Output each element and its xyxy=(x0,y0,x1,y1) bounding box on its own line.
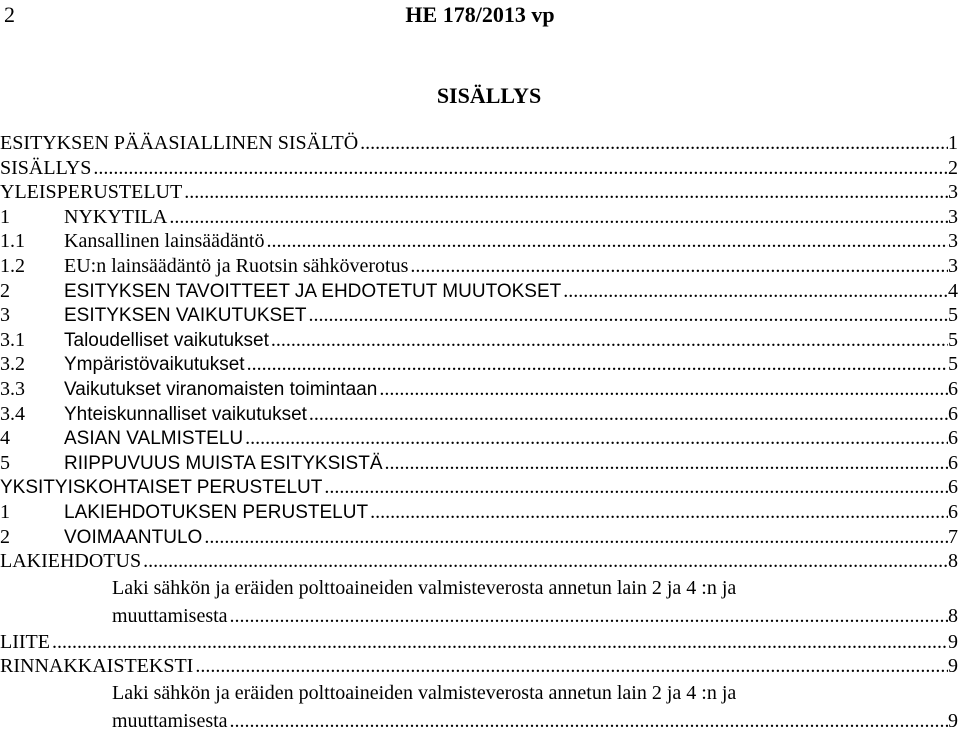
toc-entry[interactable] xyxy=(0,254,958,279)
toc-leader-dots xyxy=(167,205,948,230)
toc-entry-title: Kansallinen lainsäädäntö xyxy=(64,230,265,253)
toc-entry-page: 5 xyxy=(948,304,958,327)
toc-entry-number: 3 xyxy=(0,304,10,327)
toc-entry-number: 4 xyxy=(0,427,10,450)
toc-entry-title: RINNAKKAISTEKSTI xyxy=(0,655,194,678)
toc-leader-dots xyxy=(368,500,948,525)
toc-leader-dots xyxy=(377,377,948,402)
toc-leader-dots xyxy=(202,525,948,550)
toc-entry-number: 1.2 xyxy=(0,254,25,277)
toc-entry-page: 9 xyxy=(948,655,958,678)
toc-entry[interactable] xyxy=(0,707,958,735)
toc-entry[interactable] xyxy=(0,402,958,427)
toc-entry-page: 3 xyxy=(948,181,958,204)
toc-entry[interactable] xyxy=(0,131,958,156)
toc-entry-title: LAKIEHDOTUKSEN PERUSTELUT xyxy=(64,501,369,523)
toc-entry[interactable] xyxy=(0,549,958,574)
toc-entry[interactable] xyxy=(0,654,958,679)
toc-entry-number: 2 xyxy=(0,279,10,302)
toc-entry-title: ESITYKSEN VAIKUTUKSET xyxy=(64,305,307,327)
toc-entry-page: 3 xyxy=(948,254,958,277)
toc-entry[interactable] xyxy=(0,352,958,377)
page-number: 2 xyxy=(4,2,15,27)
toc-leader-dots xyxy=(306,303,948,328)
toc-entry-title: Yhteiskunnalliset vaikutukset xyxy=(64,403,307,425)
toc-entry-title: RIIPPUVUUS MUISTA ESITYKSISTÄ xyxy=(64,452,383,474)
toc-entry-title: LIITE xyxy=(0,630,50,653)
toc-entry-title: Ympäristövaikutukset xyxy=(64,354,245,376)
toc-entry[interactable] xyxy=(0,229,958,254)
toc-leader-dots xyxy=(307,402,948,427)
toc-entry[interactable] xyxy=(0,180,958,205)
toc-entry-page: 3 xyxy=(948,230,958,253)
toc-leader-dots xyxy=(265,229,949,254)
toc-entry-title: ESITYKSEN TAVOITTEET JA EHDOTETUT MUUTOKSET xyxy=(64,280,562,302)
toc-entry-number: 3.1 xyxy=(0,328,25,351)
toc-leader-dots xyxy=(141,549,948,574)
law-entry-title-line: Laki sähkön ja eräiden polttoaineiden valmisteverosta annetun lain 2 ja 4 :n ja xyxy=(112,681,737,704)
toc-entry-number: 5 xyxy=(0,451,10,474)
toc-entry-title: ASIAN VALMISTELU xyxy=(64,428,244,450)
toc-entry-page: 3 xyxy=(948,205,958,228)
toc-entry[interactable] xyxy=(0,377,958,402)
toc-entry-page: 6 xyxy=(948,427,958,450)
toc-entry[interactable] xyxy=(0,451,958,476)
toc-entry-number: 3.2 xyxy=(0,353,25,376)
toc-entry-title: LAKIEHDOTUS xyxy=(0,550,142,573)
toc-leader-dots xyxy=(561,279,948,304)
document-id: HE 178/2013 vp xyxy=(405,2,555,27)
toc-entry-page: 9 xyxy=(948,709,958,732)
toc-entry-page: 2 xyxy=(948,156,958,179)
toc-leader-dots xyxy=(228,602,948,630)
toc-entry-page: 9 xyxy=(948,630,958,653)
toc-entry-title: EU:n lainsäädäntö ja Ruotsin sähköverotus xyxy=(64,254,409,277)
toc-entry-title: NYKYTILA xyxy=(64,205,168,228)
toc-entry-title: Taloudelliset vaikutukset xyxy=(64,329,269,351)
toc-entry-number: 3.4 xyxy=(0,402,25,425)
toc-leader-dots xyxy=(193,654,948,679)
toc-entry-page: 6 xyxy=(948,500,958,523)
toc-leader-dots xyxy=(383,451,949,476)
toc-entry[interactable] xyxy=(0,500,958,525)
toc-entry-number: 1.1 xyxy=(0,230,25,253)
toc-entry-title: VOIMAANTULO xyxy=(64,526,203,548)
toc-leader-dots xyxy=(91,156,948,181)
toc-entry-title: muuttamisesta xyxy=(112,709,228,732)
toc-entry-number: 1 xyxy=(0,205,10,228)
toc-entry-page: 1 xyxy=(948,132,958,154)
toc-entry[interactable] xyxy=(0,205,958,230)
toc-entry[interactable] xyxy=(0,303,958,328)
toc-entry-number: 2 xyxy=(0,525,10,548)
toc-entry[interactable] xyxy=(0,426,958,451)
toc-entry-page: 7 xyxy=(948,525,958,548)
toc-entry[interactable] xyxy=(0,328,958,353)
toc-entry-title: SISÄLLYS xyxy=(0,156,92,179)
toc-leader-dots xyxy=(182,180,948,205)
toc-entry[interactable] xyxy=(0,475,958,500)
toc-entry-title: YKSITYISKOHTAISET PERUSTELUT xyxy=(0,477,323,499)
toc-heading-text: SISÄLLYS xyxy=(436,83,542,108)
toc-heading xyxy=(0,83,960,109)
toc-entry[interactable] xyxy=(0,525,958,550)
toc-entry[interactable] xyxy=(0,156,958,181)
toc-entry-page: 4 xyxy=(948,279,958,302)
toc-entry-page: 6 xyxy=(948,402,958,425)
table-of-contents xyxy=(0,131,958,735)
toc-leader-dots xyxy=(50,630,948,655)
toc-entry-page: 5 xyxy=(948,328,958,351)
toc-entry-page: 8 xyxy=(948,550,958,573)
toc-leader-dots xyxy=(245,352,948,377)
toc-leader-dots xyxy=(228,707,948,735)
toc-leader-dots xyxy=(322,475,948,500)
toc-entry-page: 6 xyxy=(948,476,958,499)
toc-entry-title: Vaikutukset viranomaisten toimintaan xyxy=(64,378,378,400)
toc-entry-number: 1 xyxy=(0,500,10,523)
law-entry-title-line: Laki sähkön ja eräiden polttoaineiden valmisteverosta annetun lain 2 ja 4 :n ja xyxy=(112,576,737,599)
toc-entry-page: 8 xyxy=(948,604,958,627)
toc-entry-page: 6 xyxy=(948,451,958,474)
toc-entry-number: 3.3 xyxy=(0,377,25,400)
toc-entry[interactable] xyxy=(0,630,958,655)
toc-entry-page: 5 xyxy=(948,353,958,376)
toc-entry-title: muuttamisesta xyxy=(112,604,228,627)
toc-leader-dots xyxy=(269,328,948,353)
toc-leader-dots xyxy=(408,254,948,279)
toc-entry[interactable] xyxy=(0,602,958,630)
toc-entry[interactable] xyxy=(0,279,958,304)
toc-entry-page: 6 xyxy=(948,377,958,400)
toc-leader-dots xyxy=(358,131,948,156)
toc-entry-title: YLEISPERUSTELUT xyxy=(0,181,183,204)
toc-entry-title: ESITYKSEN PÄÄASIALLINEN SISÄLTÖ xyxy=(0,132,359,154)
toc-leader-dots xyxy=(243,426,948,451)
